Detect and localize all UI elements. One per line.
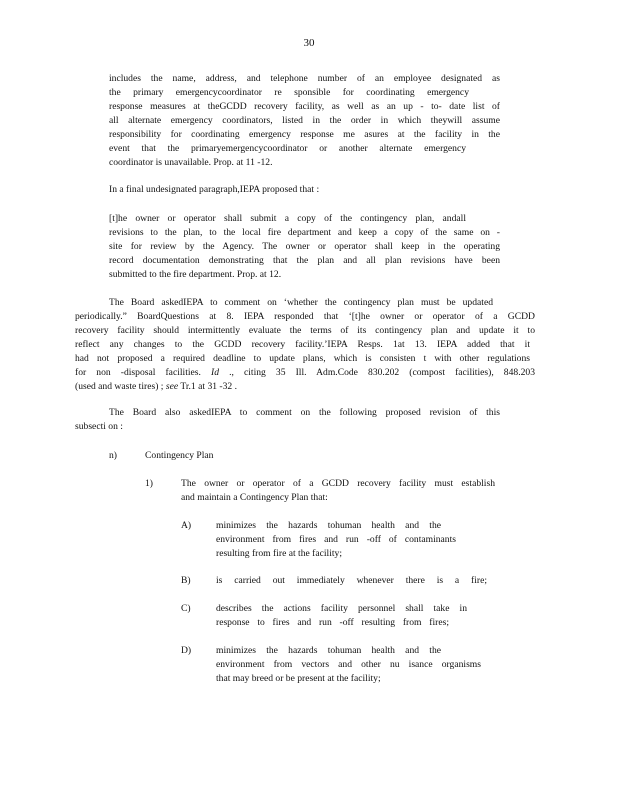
text-line: the primary emergencycoordinator re sponsible for coordinating emergency (109, 87, 469, 98)
paragraph-emergency-coordinator (109, 72, 500, 170)
subitem-label: C) (181, 603, 191, 614)
text-line: environment from fires and run -off of contaminants (216, 534, 456, 545)
text-line-with-italics: for non -disposal facilities. Id ., citing 35 Ill. Adm.Code 830.202 (compost facilities), 848.203 (75, 367, 535, 378)
text-line: The Board also askedIEPA to comment on the following proposed revision of this (109, 407, 500, 418)
text-line: and maintain a Contingency Plan that: (181, 492, 328, 503)
text-line: subsecti on : (75, 421, 123, 432)
text-line: that may breed or be present at the facility; (216, 673, 381, 684)
text-line: is carried out immediately whenever there is a fire; (216, 575, 487, 586)
paragraph-board-asked-iepa (75, 296, 535, 394)
italic-id-signal: Id (211, 367, 220, 378)
text-line: record documentation demonstrating that the plan and all plan revisions have been (109, 255, 500, 266)
subitem-label: A) (181, 520, 192, 531)
text-line: responsibility for coordinating emergency response me asures at the facility in the (109, 129, 500, 140)
subitem-text (216, 644, 486, 686)
text-line: response to fires and run -off resulting from fires; (216, 617, 449, 628)
text-line: event that the primaryemergencycoordinator or another alternate emergency (109, 143, 466, 154)
paragraph-final-undesignated (109, 183, 500, 197)
subitem-text (216, 602, 476, 630)
italic-see-signal: see (165, 381, 179, 392)
text-line: had not proposed a required deadline to update plans, which is consisten t with other regulations (75, 353, 530, 364)
subitem-text (216, 574, 496, 588)
item-text (181, 477, 495, 505)
text-line: response measures at theGCDD recovery facility, as well as an up - to- date list of (109, 101, 500, 112)
text-line: reflect any changes to the GCDD recovery facility.’IEPA Resps. 1at 13. IEPA added that it (75, 339, 530, 350)
text-line: [t]he owner or operator shall submit a copy of the contingency plan, andall (109, 213, 466, 224)
text-line: all alternate emergency coordinators, listed in the order in which theywill assume (109, 115, 500, 126)
text-line: In a final undesignated paragraph,IEPA proposed that : (109, 184, 320, 195)
text-line: describes the actions facility personnel shall take in (216, 603, 467, 614)
subitem-text (216, 519, 456, 561)
text-line: site for review by the Agency. The owner or operator shall keep in the operating (109, 241, 500, 252)
text-line: coordinator is unavailable. Prop. at 11 -12. (109, 157, 273, 168)
text-line: resulting from fire at the facility; (216, 548, 343, 559)
text-line: minimizes the hazards tohuman health and the (216, 520, 441, 531)
text-line: The Board askedIEPA to comment on ‘whether the contingency plan must be updated (109, 297, 493, 308)
text-line: recovery facility should intermittently evaluate the terms of its contingency plan and update it to (75, 325, 535, 336)
text-line: periodically.” BoardQuestions at 8. IEPA responded that ‘[t]he owner or operator of a GCDD (75, 311, 535, 322)
section-title: Contingency Plan (145, 450, 214, 461)
paragraph-proposed-revision (75, 406, 535, 434)
text-line: environment from vectors and other nu isance organisms (216, 659, 481, 670)
text-line-with-italics: (used and waste tires) ; see Tr.1 at 31 -32 . (75, 381, 238, 392)
subitem-label: D) (181, 645, 192, 656)
section-label: n) (109, 450, 117, 461)
text-line: minimizes the hazards tohuman health and the (216, 645, 441, 656)
page-number: 30 (303, 37, 315, 49)
item-label: 1) (145, 478, 153, 489)
text-line: revisions to the plan, to the local fire department and keep a copy of the same on - (109, 227, 500, 238)
text-line: The owner or operator of a GCDD recovery facility must establish (181, 478, 495, 489)
text-line: submitted to the fire department. Prop. at 12. (109, 269, 282, 280)
quoted-proposal (109, 212, 500, 282)
text-line: includes the name, address, and telephone number of an employee designated as (109, 73, 500, 84)
subitem-label: B) (181, 575, 191, 586)
